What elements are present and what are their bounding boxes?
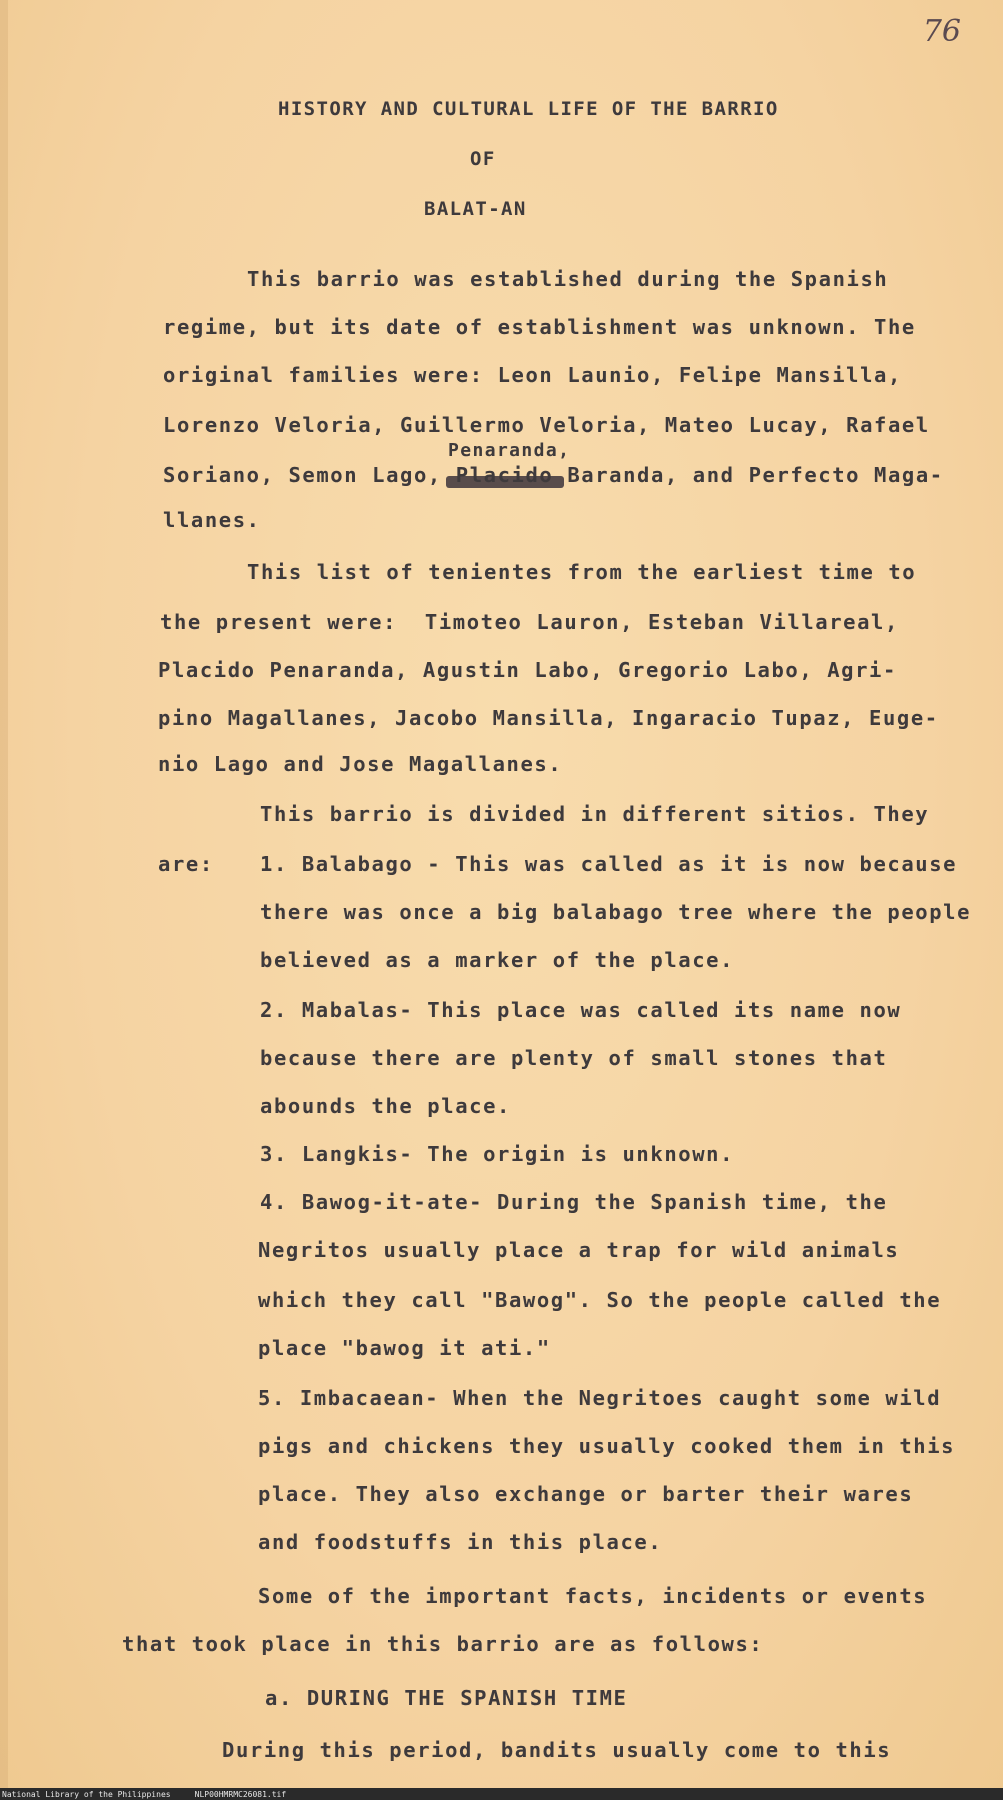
- list-item: because there are plenty of small stones that: [260, 1046, 888, 1070]
- list-item: there was once a big balabago tree where the people: [260, 900, 972, 924]
- section-heading: a. DURING THE SPANISH TIME: [265, 1686, 628, 1710]
- body-line: Some of the important facts, incidents or events: [258, 1584, 928, 1608]
- list-item: believed as a marker of the place.: [260, 948, 735, 972]
- body-line: original families were: Leon Launio, Felipe Mansilla,: [163, 363, 902, 387]
- list-item: which they call "Bawog". So the people called the: [258, 1288, 942, 1312]
- title-line-1: HISTORY AND CULTURAL LIFE OF THE BARRIO: [278, 98, 779, 120]
- body-line: This barrio is divided in different sitios. They: [260, 802, 930, 826]
- body-line: nio Lago and Jose Magallanes.: [158, 752, 563, 776]
- handwritten-insert: Penaranda,: [448, 440, 571, 461]
- title-line-3: BALAT-AN: [424, 198, 527, 220]
- body-line: This barrio was established during the Spanish: [247, 267, 889, 291]
- list-item: 1. Balabago - This was called as it is now because: [260, 852, 958, 876]
- body-line: regime, but its date of establishment was unknown. The: [163, 315, 916, 339]
- body-line: pino Magallanes, Jacobo Mansilla, Ingaracio Tupaz, Euge-: [158, 706, 939, 730]
- list-item: place. They also exchange or barter their wares: [258, 1482, 914, 1506]
- list-item: and foodstuffs in this place.: [258, 1530, 663, 1554]
- body-line: Placido Penaranda, Agustin Labo, Gregorio Labo, Agri-: [158, 658, 897, 682]
- list-item: 4. Bawog-it-ate- During the Spanish time, the: [260, 1190, 888, 1214]
- body-line: llanes.: [163, 508, 261, 532]
- list-item: abounds the place.: [260, 1094, 511, 1118]
- list-item: place "bawog it ati.": [258, 1336, 551, 1360]
- body-line: the present were: Timoteo Lauron, Esteban Villareal,: [160, 610, 899, 634]
- list-item: 2. Mabalas- This place was called its name now: [260, 998, 902, 1022]
- body-line: Lorenzo Veloria, Guillermo Veloria, Mateo Lucay, Rafael: [163, 413, 930, 437]
- list-item: 5. Imbacaean- When the Negritoes caught some wild: [258, 1386, 942, 1410]
- paper-edge: [0, 0, 8, 1800]
- body-line: This list of tenientes from the earliest time to: [247, 560, 917, 584]
- list-item: pigs and chickens they usually cooked them in this: [258, 1434, 956, 1458]
- sitios-label: are:: [158, 852, 214, 876]
- title-line-2: OF: [470, 148, 496, 170]
- list-item: 3. Langkis- The origin is unknown.: [260, 1142, 735, 1166]
- body-line: Soriano, Semon Lago, Placido Baranda, and Perfecto Maga-: [163, 463, 944, 487]
- body-line: that took place in this barrio are as follows:: [122, 1632, 764, 1656]
- page-number: 76: [922, 14, 961, 49]
- list-item: Negritos usually place a trap for wild animals: [258, 1238, 900, 1262]
- body-line: During this period, bandits usually come to this: [222, 1738, 892, 1762]
- footer-text: National Library of the Philippines NLP00HMRMC26081.tif: [2, 1790, 287, 1799]
